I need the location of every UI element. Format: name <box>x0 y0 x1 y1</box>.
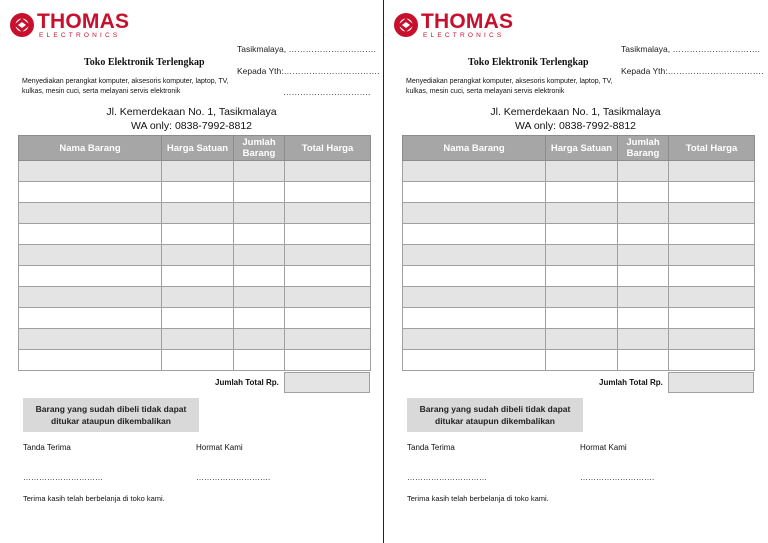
table-cell[interactable] <box>285 308 371 329</box>
table-cell[interactable] <box>546 308 618 329</box>
table-cell[interactable] <box>19 203 162 224</box>
table-cell[interactable] <box>669 203 755 224</box>
table-cell[interactable] <box>618 161 669 182</box>
table-cell[interactable] <box>618 350 669 371</box>
table-cell[interactable] <box>546 245 618 266</box>
column-header-harga: Harga Satuan <box>546 136 618 161</box>
shop-name: Toko Elektronik Terlengkap <box>468 57 589 68</box>
brand-name: THOMAS <box>37 10 130 33</box>
table-cell[interactable] <box>403 224 546 245</box>
table-cell[interactable] <box>19 224 162 245</box>
table-cell[interactable] <box>162 161 234 182</box>
recipient-line: Kepada Yth:……………………………. <box>237 66 380 76</box>
table-cell[interactable] <box>669 308 755 329</box>
column-header-total: Total Harga <box>285 136 371 161</box>
table-row <box>19 245 371 266</box>
table-row <box>403 161 755 182</box>
table-cell[interactable] <box>162 224 234 245</box>
table-cell[interactable] <box>19 245 162 266</box>
table-cell[interactable] <box>618 329 669 350</box>
table-cell[interactable] <box>546 161 618 182</box>
table-cell[interactable] <box>19 350 162 371</box>
sender-signature-label: Hormat Kami <box>196 443 243 452</box>
table-cell[interactable] <box>669 350 755 371</box>
column-header-jumlah: Jumlah Barang <box>234 136 285 161</box>
brand-subtitle: ELECTRONICS <box>39 32 121 39</box>
table-cell[interactable] <box>669 161 755 182</box>
recipient-address-line: …………………………. <box>283 87 371 97</box>
table-cell[interactable] <box>285 203 371 224</box>
table-row <box>19 182 371 203</box>
table-cell[interactable] <box>162 350 234 371</box>
column-header-nama: Nama Barang <box>403 136 546 161</box>
column-header-harga: Harga Satuan <box>162 136 234 161</box>
brand-subtitle: ELECTRONICS <box>423 32 505 39</box>
table-row <box>403 329 755 350</box>
table-cell[interactable] <box>669 329 755 350</box>
table-header-row <box>19 136 371 161</box>
no-return-notice: Barang yang sudah dibeli tidak dapat ditukar ataupun dikembalikan <box>407 398 583 432</box>
shop-address: Jl. Kemerdekaan No. 1, Tasikmalaya <box>106 106 277 118</box>
receiver-signature-label: Tanda Terima <box>407 443 455 452</box>
sender-signature-line: ………………………. <box>196 473 271 482</box>
table-cell[interactable] <box>285 245 371 266</box>
thank-you-note: Terima kasih telah berbelanja di toko kami. <box>23 494 165 503</box>
table-cell[interactable] <box>234 161 285 182</box>
receiver-signature-line: ………………………… <box>407 473 487 482</box>
brand-logo <box>9 10 139 40</box>
column-header-total: Total Harga <box>669 136 755 161</box>
thank-you-note: Terima kasih telah berbelanja di toko kami. <box>407 494 549 503</box>
table-row <box>403 224 755 245</box>
shop-tagline: Menyediakan perangkat komputer, aksesoris komputer, laptop, TV, kulkas, mesin cuci, serta melayani servis elektronik <box>406 78 613 95</box>
table-row <box>403 182 755 203</box>
table-cell[interactable] <box>403 287 546 308</box>
recipient-line: Kepada Yth:……………………………. <box>621 66 764 76</box>
table-cell[interactable] <box>285 182 371 203</box>
table-cell[interactable] <box>234 287 285 308</box>
table-row <box>19 287 371 308</box>
receiver-signature-label: Tanda Terima <box>23 443 71 452</box>
table-cell[interactable] <box>618 308 669 329</box>
table-cell[interactable] <box>234 308 285 329</box>
table-row <box>403 266 755 287</box>
table-row <box>19 266 371 287</box>
table-header-row <box>403 136 755 161</box>
items-table <box>402 135 755 371</box>
table-cell[interactable] <box>162 182 234 203</box>
table-cell[interactable] <box>162 287 234 308</box>
table-cell[interactable] <box>162 329 234 350</box>
table-body <box>19 161 371 371</box>
shop-whatsapp: WA only: 0838-7992-8812 <box>130 120 253 132</box>
table-cell[interactable] <box>162 266 234 287</box>
table-cell[interactable] <box>403 266 546 287</box>
table-cell[interactable] <box>618 203 669 224</box>
table-row <box>19 308 371 329</box>
thomas-logo-icon <box>393 12 419 38</box>
table-cell[interactable] <box>546 329 618 350</box>
table-cell[interactable] <box>285 161 371 182</box>
table-cell[interactable] <box>403 245 546 266</box>
brand-logo <box>393 10 523 40</box>
receipt-left <box>0 0 383 543</box>
sender-signature-line: ………………………. <box>580 473 655 482</box>
table-cell[interactable] <box>19 308 162 329</box>
city-date-line: Tasikmalaya, …………………………. <box>237 44 376 54</box>
sender-signature-label: Hormat Kami <box>580 443 627 452</box>
table-cell[interactable] <box>162 308 234 329</box>
table-cell[interactable] <box>618 224 669 245</box>
table-cell[interactable] <box>285 287 371 308</box>
table-cell[interactable] <box>546 203 618 224</box>
table-cell[interactable] <box>285 329 371 350</box>
table-cell[interactable] <box>403 350 546 371</box>
shop-address: Jl. Kemerdekaan No. 1, Tasikmalaya <box>490 106 661 118</box>
table-cell[interactable] <box>19 266 162 287</box>
table-cell[interactable] <box>546 350 618 371</box>
column-header-jumlah: Jumlah Barang <box>618 136 669 161</box>
table-cell[interactable] <box>285 266 371 287</box>
receiver-signature-line: ………………………… <box>23 473 103 482</box>
table-row <box>19 224 371 245</box>
table-cell[interactable] <box>546 182 618 203</box>
table-cell[interactable] <box>19 329 162 350</box>
table-cell[interactable] <box>546 224 618 245</box>
table-row <box>19 329 371 350</box>
table-cell[interactable] <box>285 224 371 245</box>
city-date-line: Tasikmalaya, …………………………. <box>621 44 760 54</box>
table-row <box>19 350 371 371</box>
table-cell[interactable] <box>403 329 546 350</box>
table-cell[interactable] <box>669 182 755 203</box>
table-row <box>403 203 755 224</box>
table-cell[interactable] <box>403 161 546 182</box>
table-cell[interactable] <box>234 182 285 203</box>
table-cell[interactable] <box>19 287 162 308</box>
table-cell[interactable] <box>19 161 162 182</box>
table-cell[interactable] <box>162 203 234 224</box>
table-cell[interactable] <box>669 287 755 308</box>
table-cell[interactable] <box>403 182 546 203</box>
table-cell[interactable] <box>669 224 755 245</box>
table-cell[interactable] <box>234 245 285 266</box>
table-body <box>403 161 755 371</box>
table-cell[interactable] <box>546 266 618 287</box>
shop-name: Toko Elektronik Terlengkap <box>84 57 205 68</box>
shop-whatsapp: WA only: 0838-7992-8812 <box>514 120 637 132</box>
table-row <box>403 287 755 308</box>
receipt-right <box>384 0 767 543</box>
table-cell[interactable] <box>234 203 285 224</box>
table-cell[interactable] <box>234 266 285 287</box>
table-row <box>19 161 371 182</box>
table-cell[interactable] <box>19 182 162 203</box>
table-cell[interactable] <box>618 245 669 266</box>
table-row <box>403 350 755 371</box>
grand-total-label: Jumlah Total Rp. <box>599 378 663 387</box>
table-cell[interactable] <box>546 287 618 308</box>
table-cell[interactable] <box>234 224 285 245</box>
table-cell[interactable] <box>162 245 234 266</box>
grand-total-field <box>284 372 370 393</box>
table-cell[interactable] <box>403 203 546 224</box>
table-cell[interactable] <box>669 245 755 266</box>
table-row <box>403 245 755 266</box>
no-return-notice: Barang yang sudah dibeli tidak dapat ditukar ataupun dikembalikan <box>23 398 199 432</box>
shop-tagline: Menyediakan perangkat komputer, aksesoris komputer, laptop, TV, kulkas, mesin cuci, serta melayani servis elektronik <box>22 78 229 95</box>
table-row <box>403 308 755 329</box>
table-cell[interactable] <box>285 350 371 371</box>
table-cell[interactable] <box>618 287 669 308</box>
brand-name: THOMAS <box>421 10 514 33</box>
column-header-nama: Nama Barang <box>19 136 162 161</box>
grand-total-label: Jumlah Total Rp. <box>215 378 279 387</box>
table-cell[interactable] <box>669 266 755 287</box>
table-cell[interactable] <box>234 350 285 371</box>
table-cell[interactable] <box>618 266 669 287</box>
table-row <box>19 203 371 224</box>
table-cell[interactable] <box>403 308 546 329</box>
thomas-logo-icon <box>9 12 35 38</box>
items-table <box>18 135 371 371</box>
table-cell[interactable] <box>618 182 669 203</box>
grand-total-field <box>668 372 754 393</box>
table-cell[interactable] <box>234 329 285 350</box>
